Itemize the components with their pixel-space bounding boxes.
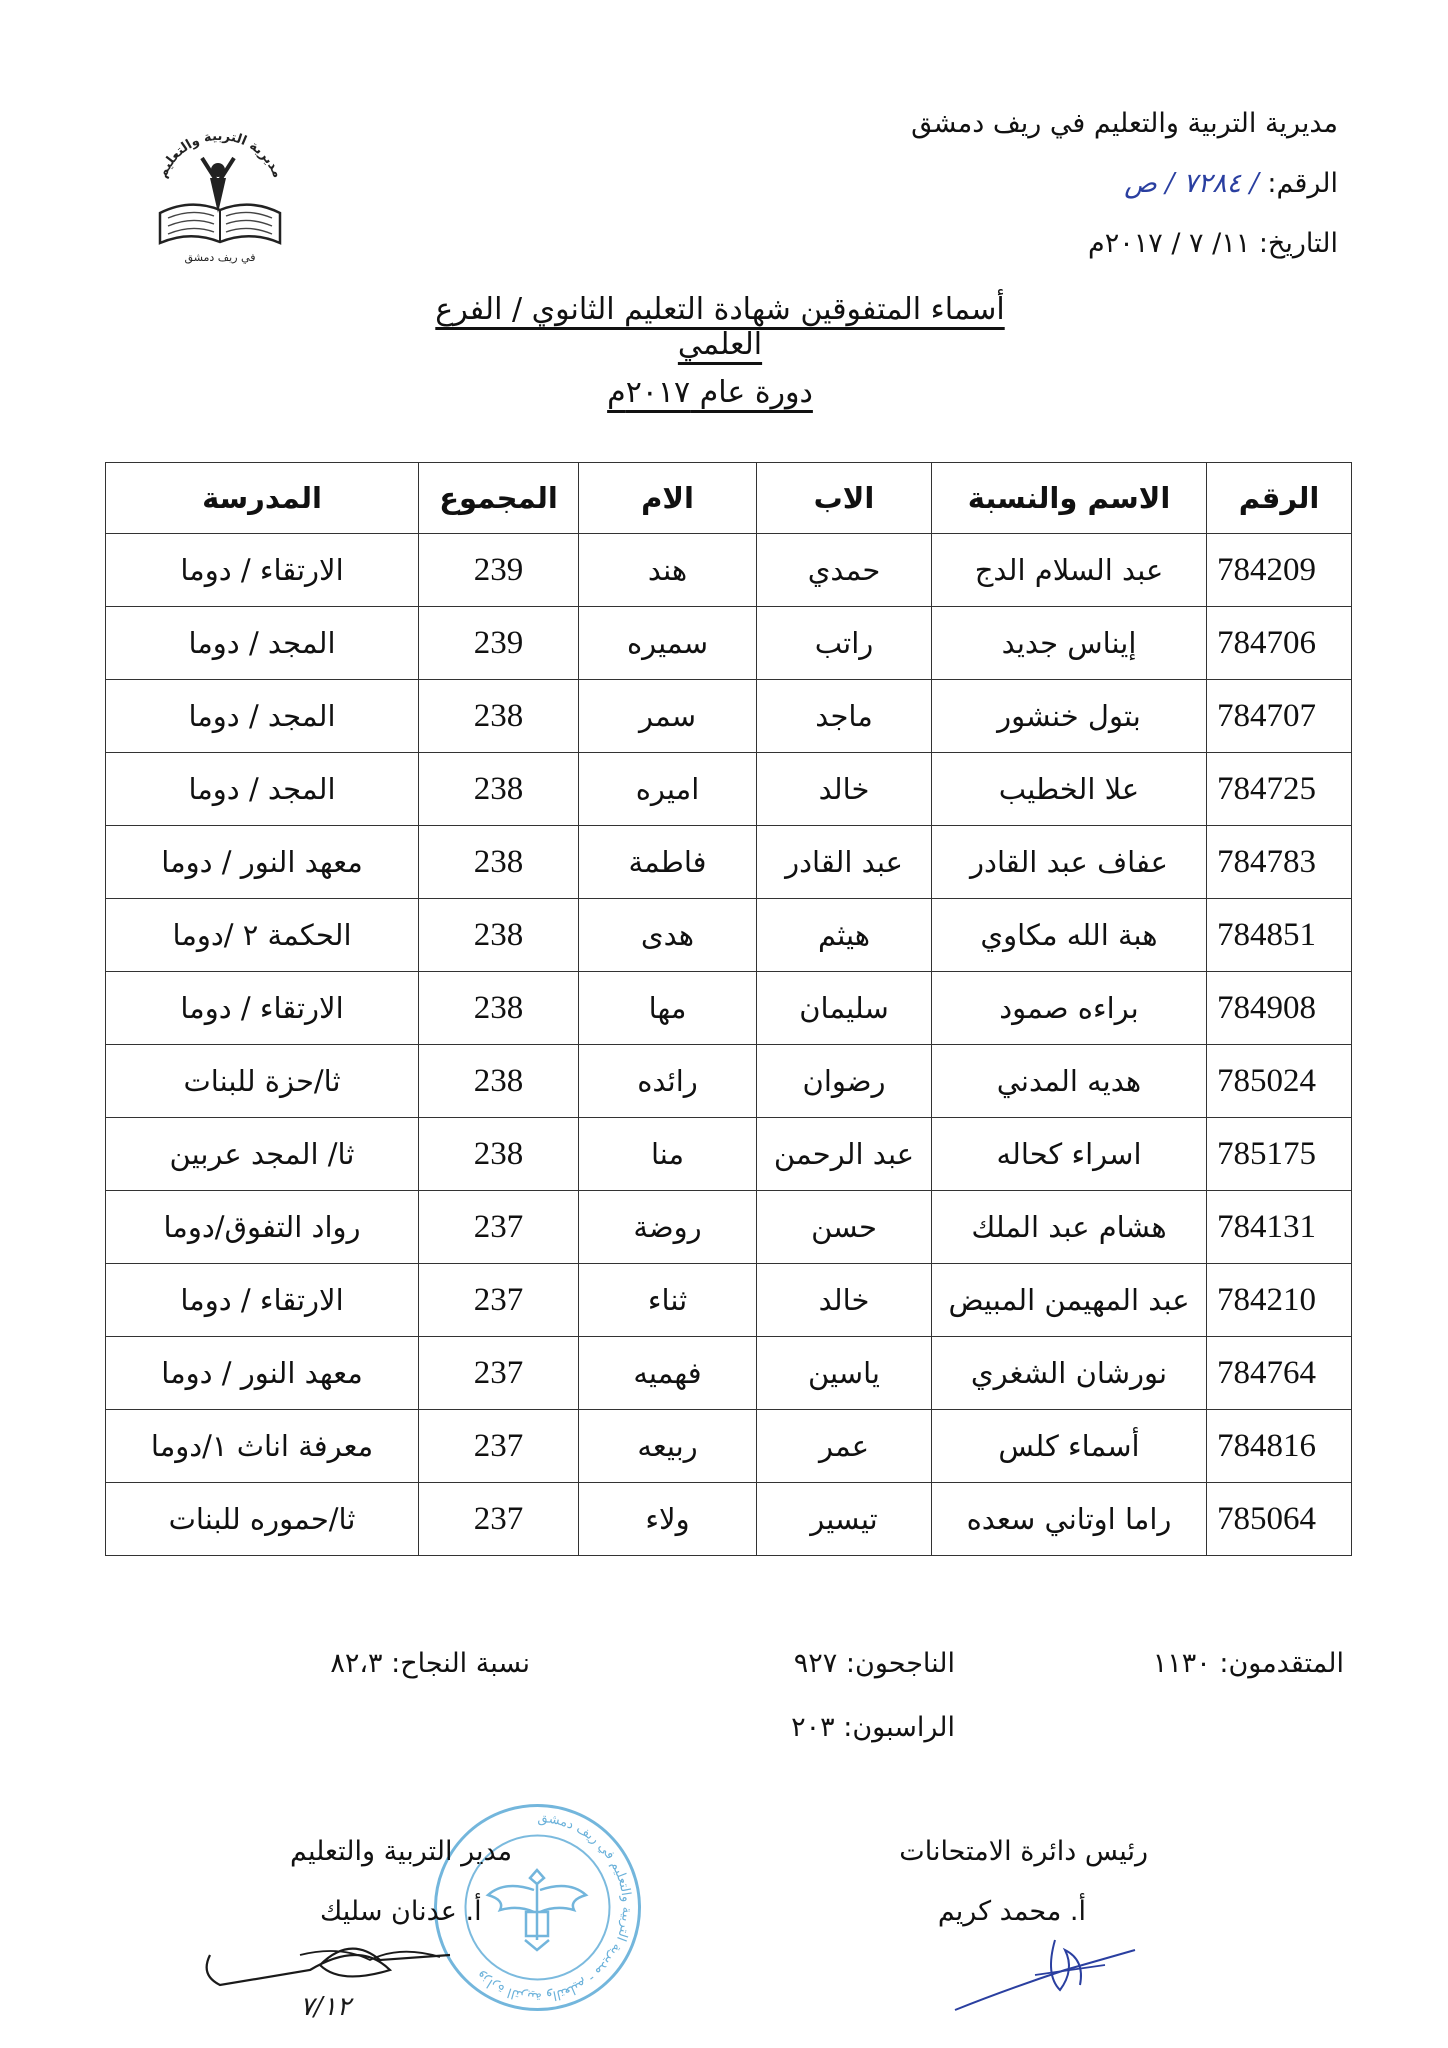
stamp-text: وزارة التربية والتعليم - مديرية التربية والتعليم في ريف دمشق — [473, 1810, 635, 2005]
cell-name: إيناس جديد — [932, 607, 1207, 680]
cell-name: علا الخطيب — [932, 753, 1207, 826]
logo-text-bottom: في ريف دمشق — [184, 251, 256, 264]
cell-name: نورشان الشغري — [932, 1337, 1207, 1410]
table-row — [106, 1118, 1352, 1191]
cell-number: 784851 — [1207, 899, 1352, 972]
cell-school: ثا/حزة للبنات — [106, 1045, 419, 1118]
cell-father: تيسير — [757, 1483, 932, 1556]
reference-value: / ٧٢٨٤ / ص — [1124, 168, 1259, 199]
header-name: الاسم والنسبة — [932, 463, 1207, 534]
top-students-table — [105, 462, 1352, 1556]
cell-school: معهد النور / دوما — [106, 826, 419, 899]
document-subtitle: دورة عام ٢٠١٧م — [607, 375, 813, 410]
cell-number: 784908 — [1207, 972, 1352, 1045]
cell-name: براءه صمود — [932, 972, 1207, 1045]
cell-number: 785175 — [1207, 1118, 1352, 1191]
cell-mother: هند — [579, 534, 757, 607]
cell-father: عبد القادر — [757, 826, 932, 899]
reference-label: الرقم: — [1267, 168, 1338, 199]
cell-school: الارتقاء / دوما — [106, 1264, 419, 1337]
cell-father: حسن — [757, 1191, 932, 1264]
cell-name: عبد السلام الدج — [932, 534, 1207, 607]
cell-number: 784210 — [1207, 1264, 1352, 1337]
directorate-logo-icon — [140, 118, 300, 268]
cell-father: عبد الرحمن — [757, 1118, 932, 1191]
cell-mother: هدى — [579, 899, 757, 972]
document-title: أسماء المتفوقين شهادة التعليم الثانوي / الفرع العلمي — [435, 292, 1005, 362]
table-row — [106, 680, 1352, 753]
cell-mother: فاطمة — [579, 826, 757, 899]
cell-school: المجد / دوما — [106, 607, 419, 680]
cell-school: المجد / دوما — [106, 680, 419, 753]
passed-count: الناجحون: ٩٢٧ — [793, 1648, 955, 1679]
director-signature-date: ٧/١٢ — [300, 1992, 351, 2022]
cell-father: خالد — [757, 753, 932, 826]
header-total: المجموع — [419, 463, 579, 534]
cell-number: 784764 — [1207, 1337, 1352, 1410]
cell-school: معرفة اناث ١/دوما — [106, 1410, 419, 1483]
table-row — [106, 1264, 1352, 1337]
date-line — [1088, 228, 1338, 259]
cell-total: 238 — [419, 680, 579, 753]
cell-school: ثا/ المجد عربين — [106, 1118, 419, 1191]
cell-school: ثا/حموره للبنات — [106, 1483, 419, 1556]
cell-mother: اميره — [579, 753, 757, 826]
cell-father: حمدي — [757, 534, 932, 607]
header-number: الرقم — [1207, 463, 1352, 534]
cell-name: هبة الله مكاوي — [932, 899, 1207, 972]
table-row — [106, 1410, 1352, 1483]
exams-head-signature-icon — [945, 1920, 1145, 2020]
table-row — [106, 972, 1352, 1045]
cell-father: راتب — [757, 607, 932, 680]
cell-mother: منا — [579, 1118, 757, 1191]
cell-father: خالد — [757, 1264, 932, 1337]
cell-number: 784725 — [1207, 753, 1352, 826]
cell-total: 239 — [419, 534, 579, 607]
header-mother: الام — [579, 463, 757, 534]
cell-mother: مها — [579, 972, 757, 1045]
cell-name: راما اوتاني سعده — [932, 1483, 1207, 1556]
cell-name: هشام عبد الملك — [932, 1191, 1207, 1264]
table-row — [106, 826, 1352, 899]
date-label: التاريخ: — [1258, 228, 1338, 259]
table-row — [106, 534, 1352, 607]
header-father: الاب — [757, 463, 932, 534]
cell-mother: سميره — [579, 607, 757, 680]
cell-father: هيثم — [757, 899, 932, 972]
table-header-row — [106, 463, 1352, 534]
cell-total: 239 — [419, 607, 579, 680]
cell-total: 238 — [419, 1118, 579, 1191]
cell-school: رواد التفوق/دوما — [106, 1191, 419, 1264]
director-signature-icon — [190, 1915, 520, 2025]
applicants-count: المتقدمون: ١١٣٠ — [1152, 1648, 1344, 1679]
cell-father: ياسين — [757, 1337, 932, 1410]
cell-mother: روضة — [579, 1191, 757, 1264]
cell-mother: سمر — [579, 680, 757, 753]
cell-total: 238 — [419, 972, 579, 1045]
cell-mother: فهميه — [579, 1337, 757, 1410]
cell-name: بتول خنشور — [932, 680, 1207, 753]
reference-number-line — [1124, 168, 1338, 199]
cell-father: ماجد — [757, 680, 932, 753]
table-row — [106, 753, 1352, 826]
exams-head-title: رئيس دائرة الامتحانات — [899, 1836, 1148, 1867]
cell-school: معهد النور / دوما — [106, 1337, 419, 1410]
cell-name: عفاف عبد القادر — [932, 826, 1207, 899]
exams-head-name: أ. محمد كريم — [937, 1896, 1086, 1927]
cell-total: 238 — [419, 899, 579, 972]
table-row — [106, 1337, 1352, 1410]
cell-father: سليمان — [757, 972, 932, 1045]
cell-number: 784131 — [1207, 1191, 1352, 1264]
cell-number: 784209 — [1207, 534, 1352, 607]
logo-text-top: مديرية التربية والتعليم — [155, 128, 285, 181]
cell-mother: ثناء — [579, 1264, 757, 1337]
pass-rate: نسبة النجاح: ٨٢،٣ — [330, 1648, 530, 1679]
cell-school: المجد / دوما — [106, 753, 419, 826]
table-row — [106, 1483, 1352, 1556]
cell-father: رضوان — [757, 1045, 932, 1118]
cell-total: 237 — [419, 1337, 579, 1410]
cell-father: عمر — [757, 1410, 932, 1483]
director-name: أ. عدنان سليك — [320, 1896, 482, 1927]
cell-name: هديه المدني — [932, 1045, 1207, 1118]
cell-number: 784783 — [1207, 826, 1352, 899]
failed-count: الراسبون: ٢٠٣ — [791, 1712, 955, 1743]
table-row — [106, 607, 1352, 680]
table-row — [106, 1045, 1352, 1118]
cell-number: 785064 — [1207, 1483, 1352, 1556]
cell-number: 784706 — [1207, 607, 1352, 680]
table-row — [106, 1191, 1352, 1264]
cell-total: 237 — [419, 1483, 579, 1556]
cell-mother: ربيعه — [579, 1410, 757, 1483]
cell-total: 238 — [419, 753, 579, 826]
cell-name: عبد المهيمن المبيض — [932, 1264, 1207, 1337]
cell-total: 237 — [419, 1191, 579, 1264]
header-school: المدرسة — [106, 463, 419, 534]
cell-school: الارتقاء / دوما — [106, 534, 419, 607]
cell-total: 238 — [419, 826, 579, 899]
cell-mother: ولاء — [579, 1483, 757, 1556]
cell-mother: رائده — [579, 1045, 757, 1118]
organization-name: مديرية التربية والتعليم في ريف دمشق — [911, 108, 1338, 139]
cell-total: 238 — [419, 1045, 579, 1118]
cell-name: اسراء كحاله — [932, 1118, 1207, 1191]
cell-total: 237 — [419, 1410, 579, 1483]
date-value: ١١/ ٧ / ٢٠١٧م — [1088, 228, 1251, 259]
director-title: مدير التربية والتعليم — [290, 1836, 513, 1867]
cell-school: الارتقاء / دوما — [106, 972, 419, 1045]
cell-name: أسماء كلس — [932, 1410, 1207, 1483]
table-row — [106, 899, 1352, 972]
cell-school: الحكمة ٢ /دوما — [106, 899, 419, 972]
cell-number: 784707 — [1207, 680, 1352, 753]
cell-total: 237 — [419, 1264, 579, 1337]
cell-number: 784816 — [1207, 1410, 1352, 1483]
cell-number: 785024 — [1207, 1045, 1352, 1118]
